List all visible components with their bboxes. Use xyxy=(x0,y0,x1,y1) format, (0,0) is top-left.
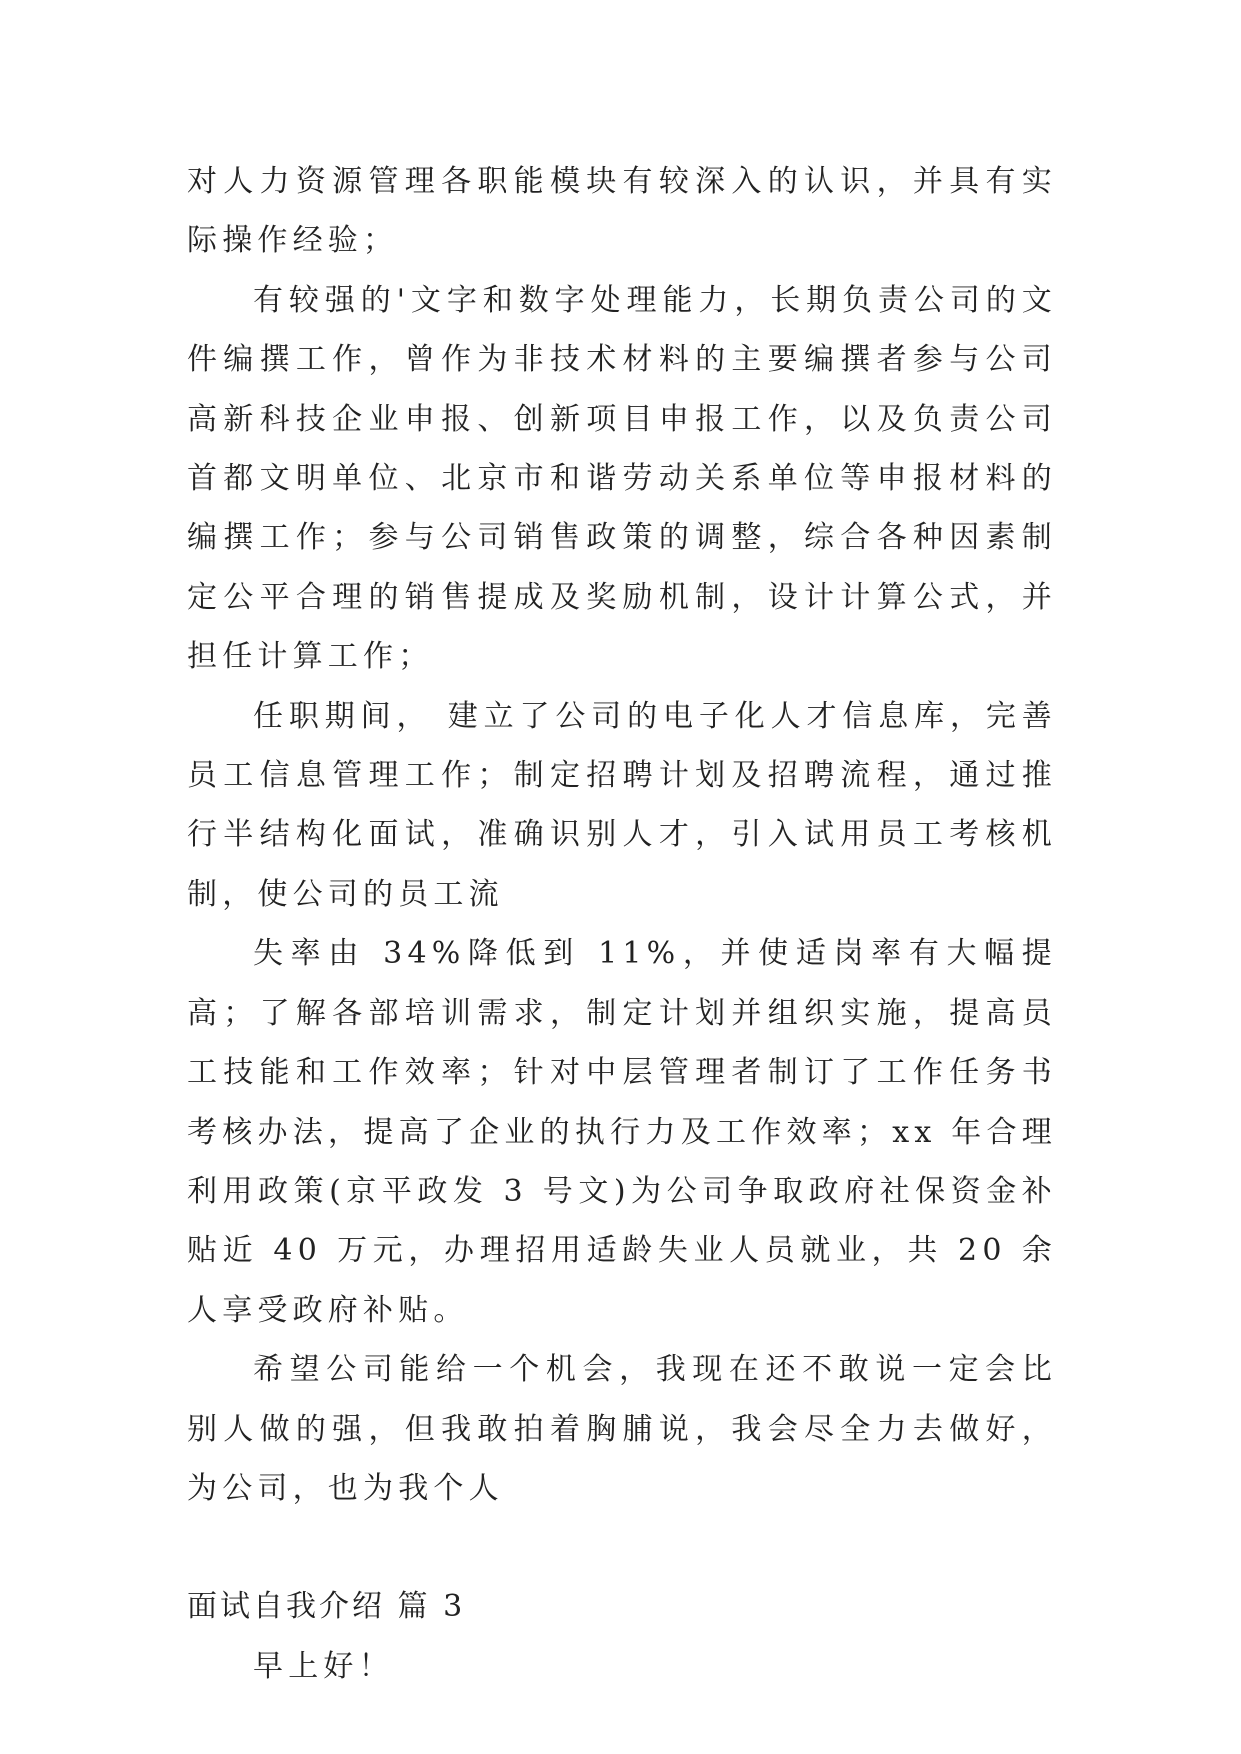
paragraph-hr-knowledge: 对人力资源管理各职能模块有较深入的认识，并具有实际操作经验； xyxy=(187,164,1057,259)
paragraph-turnover-results: 失率由 34%降低到 11%，并使适岗率有大幅提高；了解各部培训需求，制定计划并组织实施，提高员工技能和工作效率；针对中层管理者制订了工作任务书考核办法，提高了企业的执行力及工作效率；xx 年合理利用政策(京平政发 3 号文)为公司争取政府社保资金补贴近 40 万元，办理招用适龄失业人员就业，共 20 余人享受政府补贴。 xyxy=(187,936,1057,1328)
paragraph-writing-ability: 有较强的'文字和数字处理能力，长期负责公司的文件编撰工作，曾作为非技术材料的主要编撰者参与公司高新科技企业申报、创新项目申报工作，以及负责公司首都文明单位、北京市和谐劳动关系单位等申报材料的编撰工作；参与公司销售政策的调整，综合各种因素制定公平合理的销售提成及奖励机制，设计计算公式，并担任计算工作； xyxy=(187,282,1057,675)
document-body xyxy=(187,152,1057,1696)
section-heading: 面试自我介绍 篇 3 xyxy=(187,1589,466,1625)
section-spacer xyxy=(187,1518,1057,1577)
greeting-text: 早上好！ xyxy=(253,1648,394,1684)
paragraph-tenure-achievements: 任职期间， 建立了公司的电子化人才信息库，完善员工信息管理工作；制定招聘计划及招聘流程，通过推行半结构化面试，准确识别人才，引入试用员工考核机制，使公司的员工流 xyxy=(187,698,1057,912)
paragraph-closing-hope: 希望公司能给一个机会，我现在还不敢说一定会比别人做的强，但我敢拍着胸脯说，我会尽全力去做好，为公司，也为我个人 xyxy=(187,1352,1057,1506)
